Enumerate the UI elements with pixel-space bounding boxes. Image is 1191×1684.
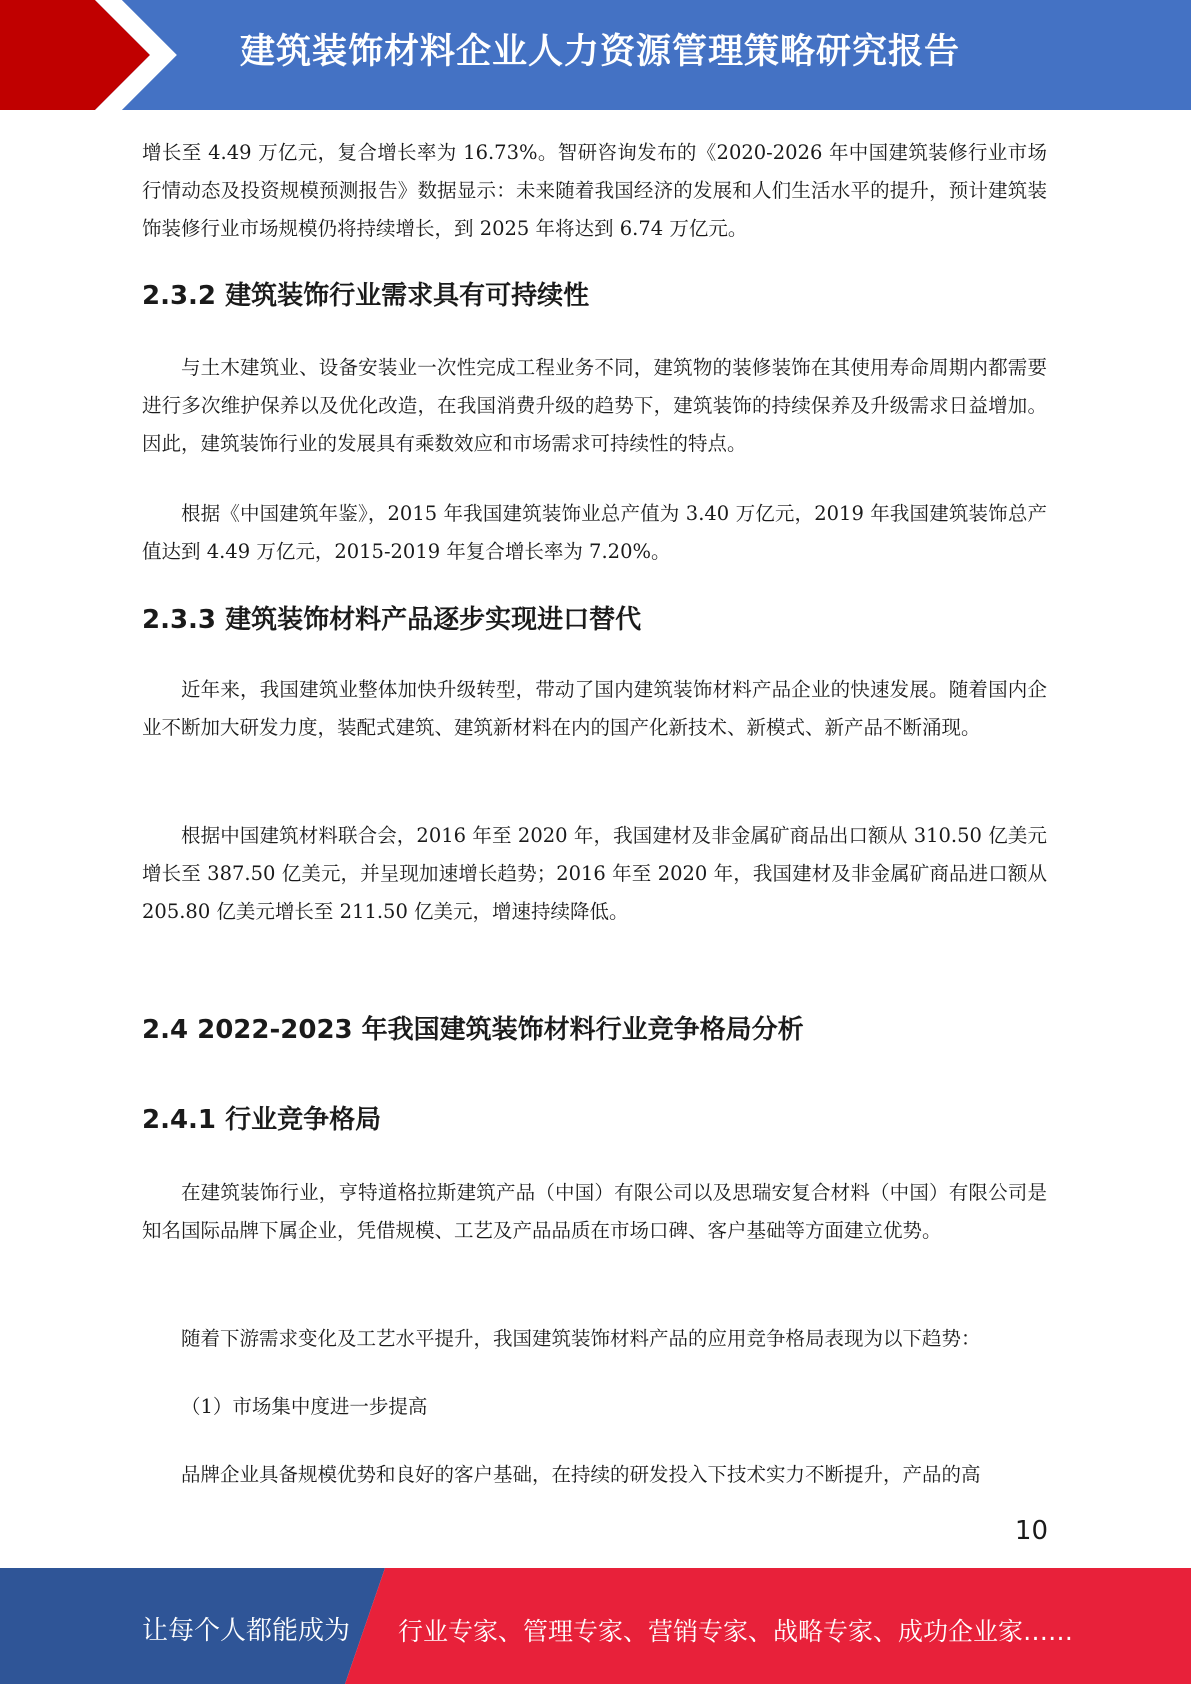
paragraph-trade-data: 根据中国建筑材料联合会，2016 年至 2020 年，我国建材及非金属矿商品出口额从 310.50 亿美元增长至 387.50 亿美元，并呈现加速增长趋势；2016 年至 2020 年，我国建材及非金属矿商品进口额从 205.80 亿美元增长至 211.50 亿美元，增速持续降低。 (142, 824, 1047, 923)
footer-slogan-left: 让每个人都能成为 (142, 1616, 351, 1646)
header-arrow-decoration (0, 0, 200, 110)
paragraph-yearbook: 根据《中国建筑年鉴》，2015 年我国建筑装饰业总产值为 3.40 万亿元，2019 年我国建筑装饰总产值达到 4.49 万亿元，2015-2019 年复合增长率为 7.20%。 (142, 502, 1047, 563)
document-title: 建筑装饰材料企业人力资源管理策略研究报告 (240, 32, 961, 72)
paragraph-competition: 在建筑装饰行业，亨特道格拉斯建筑产品（中国）有限公司以及思瑞安复合材料（中国）有限公司是知名国际品牌下属企业，凭借规模、工艺及产品品质在市场口碑、客户基础等方面建立优势。 (142, 1181, 1047, 1242)
page-footer (0, 1568, 1191, 1684)
page-header (0, 0, 1191, 110)
paragraph-growth: 增长至 4.49 万亿元，复合增长率为 16.73%。智研咨询发布的《2020-2026 年中国建筑装修行业市场行情动态及投资规模预测报告》数据显示：未来随着我国经济的发展和人们生活水平的提升，预计建筑装饰装修行业市场规模仍将持续增长，到 2025 年将达到 6.74 万亿元。 (142, 141, 1047, 240)
footer-slogan-right: 行业专家、管理专家、营销专家、战略专家、成功企业家…… (398, 1617, 1074, 1646)
heading-2-3-3: 2.3.3 建筑装饰材料产品逐步实现进口替代 (142, 605, 642, 635)
heading-2-4-1: 2.4.1 行业竞争格局 (142, 1105, 382, 1135)
paragraph-import-substitution: 近年来，我国建筑业整体加快升级转型，带动了国内建筑装饰材料产品企业的快速发展。随着国内企业不断加大研发力度，装配式建筑、建筑新材料在内的国产化新技术、新模式、新产品不断涌现。 (142, 678, 1047, 739)
paragraph-trends: 随着下游需求变化及工艺水平提升，我国建筑装饰材料产品的应用竞争格局表现为以下趋势： (181, 1327, 981, 1350)
paragraph-brand-advantage: 品牌企业具备规模优势和良好的客户基础，在持续的研发投入下技术实力不断提升，产品的高 (181, 1463, 981, 1486)
page-number: 10 (1014, 1516, 1048, 1546)
heading-2-3-2: 2.3.2 建筑装饰行业需求具有可持续性 (142, 281, 590, 311)
list-item-concentration: （1）市场集中度进一步提高 (181, 1395, 428, 1418)
heading-2-4: 2.4 2022-2023 年我国建筑装饰材料行业竞争格局分析 (142, 1015, 804, 1045)
paragraph-sustainability: 与土木建筑业、设备安装业一次性完成工程业务不同，建筑物的装修装饰在其使用寿命周期内都需要进行多次维护保养以及优化改造，在我国消费升级的趋势下，建筑装饰的持续保养及升级需求日益增加。因此，建筑装饰行业的发展具有乘数效应和市场需求可持续性的特点。 (142, 356, 1047, 455)
